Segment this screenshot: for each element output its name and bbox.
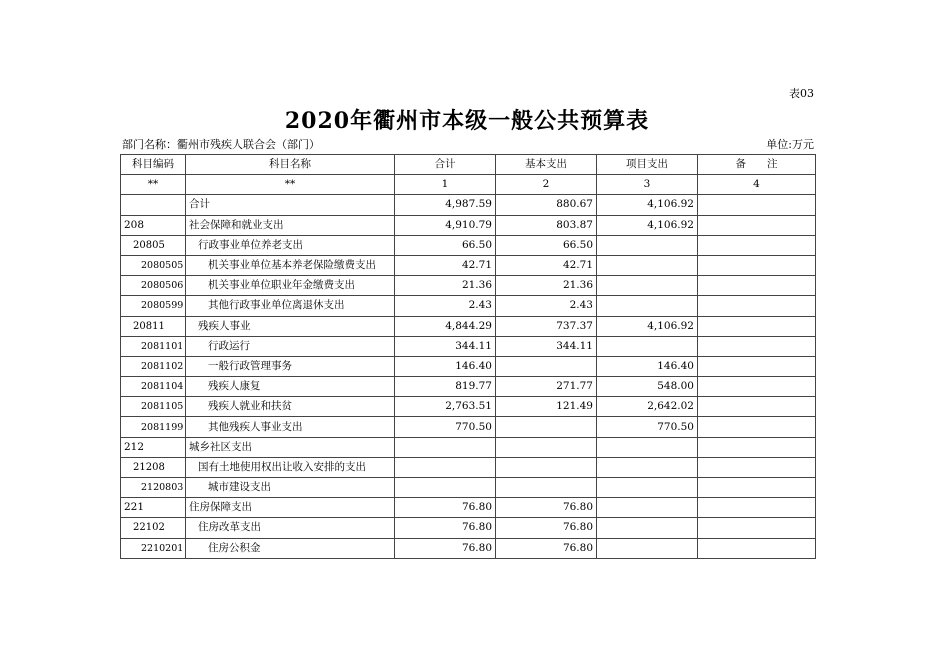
cell-code: 212 [121, 437, 186, 457]
col-header-name: 科目名称 [186, 155, 395, 175]
cell-code: 2080506 [121, 276, 186, 296]
cell-basic [496, 478, 597, 498]
cell-basic: 66.50 [496, 235, 597, 255]
cell-total: 770.50 [395, 417, 496, 437]
budget-table [120, 154, 816, 559]
department-name: 部门名称：衢州市残疾人联合会（部门） [122, 138, 320, 151]
cell-name: 其他残疾人事业支出 [186, 417, 395, 437]
col-header-total: 合计 [395, 155, 496, 175]
cell-total: 4,910.79 [395, 215, 496, 235]
cell-note [698, 518, 816, 538]
cell-project: 2,642.02 [597, 397, 698, 417]
table-number: 表03 [789, 87, 814, 100]
cell-basic: 121.49 [496, 397, 597, 417]
cell-code: 2080599 [121, 296, 186, 316]
cell-note [698, 498, 816, 518]
cell-name: 行政运行 [186, 336, 395, 356]
cell-basic: 880.67 [496, 195, 597, 215]
table-row [121, 235, 816, 255]
cell-code: 2080505 [121, 255, 186, 275]
table-row [121, 417, 816, 437]
cell-name: 合计 [186, 195, 395, 215]
index-total: 1 [395, 175, 496, 195]
cell-project: 4,106.92 [597, 316, 698, 336]
cell-note [698, 296, 816, 316]
cell-total: 2,763.51 [395, 397, 496, 417]
cell-total: 2.43 [395, 296, 496, 316]
cell-project [597, 276, 698, 296]
cell-project [597, 296, 698, 316]
cell-code [121, 195, 186, 215]
cell-note [698, 235, 816, 255]
table-row [121, 518, 816, 538]
cell-note [698, 336, 816, 356]
cell-total: 21.36 [395, 276, 496, 296]
cell-code: 2081199 [121, 417, 186, 437]
table-row [121, 457, 816, 477]
cell-total: 344.11 [395, 336, 496, 356]
cell-project [597, 255, 698, 275]
col-header-note: 备 注 [698, 155, 816, 175]
cell-project: 770.50 [597, 417, 698, 437]
cell-name: 其他行政事业单位离退休支出 [186, 296, 395, 316]
cell-name: 行政事业单位养老支出 [186, 235, 395, 255]
cell-name: 机关事业单位职业年金缴费支出 [186, 276, 395, 296]
cell-note [698, 377, 816, 397]
cell-note [698, 397, 816, 417]
cell-total: 146.40 [395, 356, 496, 376]
table-row [121, 276, 816, 296]
index-project: 3 [597, 175, 698, 195]
cell-project: 4,106.92 [597, 195, 698, 215]
cell-total: 42.71 [395, 255, 496, 275]
cell-total: 76.80 [395, 538, 496, 558]
cell-basic [496, 437, 597, 457]
cell-name: 住房公积金 [186, 538, 395, 558]
header-row [121, 155, 816, 175]
cell-basic [496, 457, 597, 477]
index-row [121, 175, 816, 195]
cell-project [597, 235, 698, 255]
cell-basic: 76.80 [496, 498, 597, 518]
cell-code: 208 [121, 215, 186, 235]
cell-code: 20805 [121, 235, 186, 255]
cell-basic: 2.43 [496, 296, 597, 316]
cell-name: 残疾人康复 [186, 377, 395, 397]
cell-total [395, 457, 496, 477]
cell-note [698, 276, 816, 296]
cell-project: 146.40 [597, 356, 698, 376]
cell-code: 20811 [121, 316, 186, 336]
cell-total: 4,987.59 [395, 195, 496, 215]
cell-name: 残疾人就业和扶贫 [186, 397, 395, 417]
cell-code: 2210201 [121, 538, 186, 558]
cell-note [698, 457, 816, 477]
col-header-basic: 基本支出 [496, 155, 597, 175]
col-header-code: 科目编码 [121, 155, 186, 175]
cell-total [395, 437, 496, 457]
table-row [121, 498, 816, 518]
cell-name: 残疾人事业 [186, 316, 395, 336]
cell-code: 2081105 [121, 397, 186, 417]
cell-total: 66.50 [395, 235, 496, 255]
index-note: 4 [698, 175, 816, 195]
table-row [121, 255, 816, 275]
cell-basic: 76.80 [496, 518, 597, 538]
cell-name: 国有土地使用权出让收入安排的支出 [186, 457, 395, 477]
cell-code: 2120803 [121, 478, 186, 498]
index-name: ** [186, 175, 395, 195]
cell-note [698, 195, 816, 215]
table-row [121, 538, 816, 558]
cell-name: 一般行政管理事务 [186, 356, 395, 376]
cell-project [597, 478, 698, 498]
cell-code: 2081102 [121, 356, 186, 376]
cell-name: 城乡社区支出 [186, 437, 395, 457]
cell-basic: 21.36 [496, 276, 597, 296]
cell-name: 城市建设支出 [186, 478, 395, 498]
table-row [121, 478, 816, 498]
cell-name: 社会保障和就业支出 [186, 215, 395, 235]
cell-basic: 344.11 [496, 336, 597, 356]
col-header-project: 项目支出 [597, 155, 698, 175]
table-row [121, 296, 816, 316]
cell-code: 22102 [121, 518, 186, 538]
cell-note [698, 478, 816, 498]
cell-note [698, 215, 816, 235]
cell-basic: 76.80 [496, 538, 597, 558]
cell-basic: 42.71 [496, 255, 597, 275]
cell-project [597, 518, 698, 538]
cell-project [597, 457, 698, 477]
cell-basic [496, 417, 597, 437]
cell-note [698, 417, 816, 437]
cell-basic: 271.77 [496, 377, 597, 397]
cell-name: 住房改革支出 [186, 518, 395, 538]
cell-project [597, 538, 698, 558]
cell-note [698, 538, 816, 558]
cell-name: 住房保障支出 [186, 498, 395, 518]
table-row [121, 336, 816, 356]
cell-code: 2081101 [121, 336, 186, 356]
cell-note [698, 437, 816, 457]
table-row [121, 195, 816, 215]
index-code: ** [121, 175, 186, 195]
cell-total: 819.77 [395, 377, 496, 397]
table-row [121, 437, 816, 457]
cell-code: 21208 [121, 457, 186, 477]
cell-project [597, 437, 698, 457]
cell-project: 4,106.92 [597, 215, 698, 235]
cell-name: 机关事业单位基本养老保险缴费支出 [186, 255, 395, 275]
table-row [121, 377, 816, 397]
cell-code: 221 [121, 498, 186, 518]
cell-note [698, 255, 816, 275]
cell-basic: 803.87 [496, 215, 597, 235]
cell-code: 2081104 [121, 377, 186, 397]
page-title: 2020年衢州市本级一般公共预算表 [284, 108, 650, 134]
cell-note [698, 356, 816, 376]
cell-project: 548.00 [597, 377, 698, 397]
cell-total: 76.80 [395, 498, 496, 518]
cell-basic [496, 356, 597, 376]
cell-total [395, 478, 496, 498]
cell-total: 76.80 [395, 518, 496, 538]
table-row [121, 215, 816, 235]
table-row [121, 316, 816, 336]
cell-total: 4,844.29 [395, 316, 496, 336]
cell-note [698, 316, 816, 336]
table-row [121, 356, 816, 376]
unit-label: 单位:万元 [766, 138, 814, 151]
cell-project [597, 336, 698, 356]
index-basic: 2 [496, 175, 597, 195]
cell-project [597, 498, 698, 518]
cell-basic: 737.37 [496, 316, 597, 336]
table-row [121, 397, 816, 417]
